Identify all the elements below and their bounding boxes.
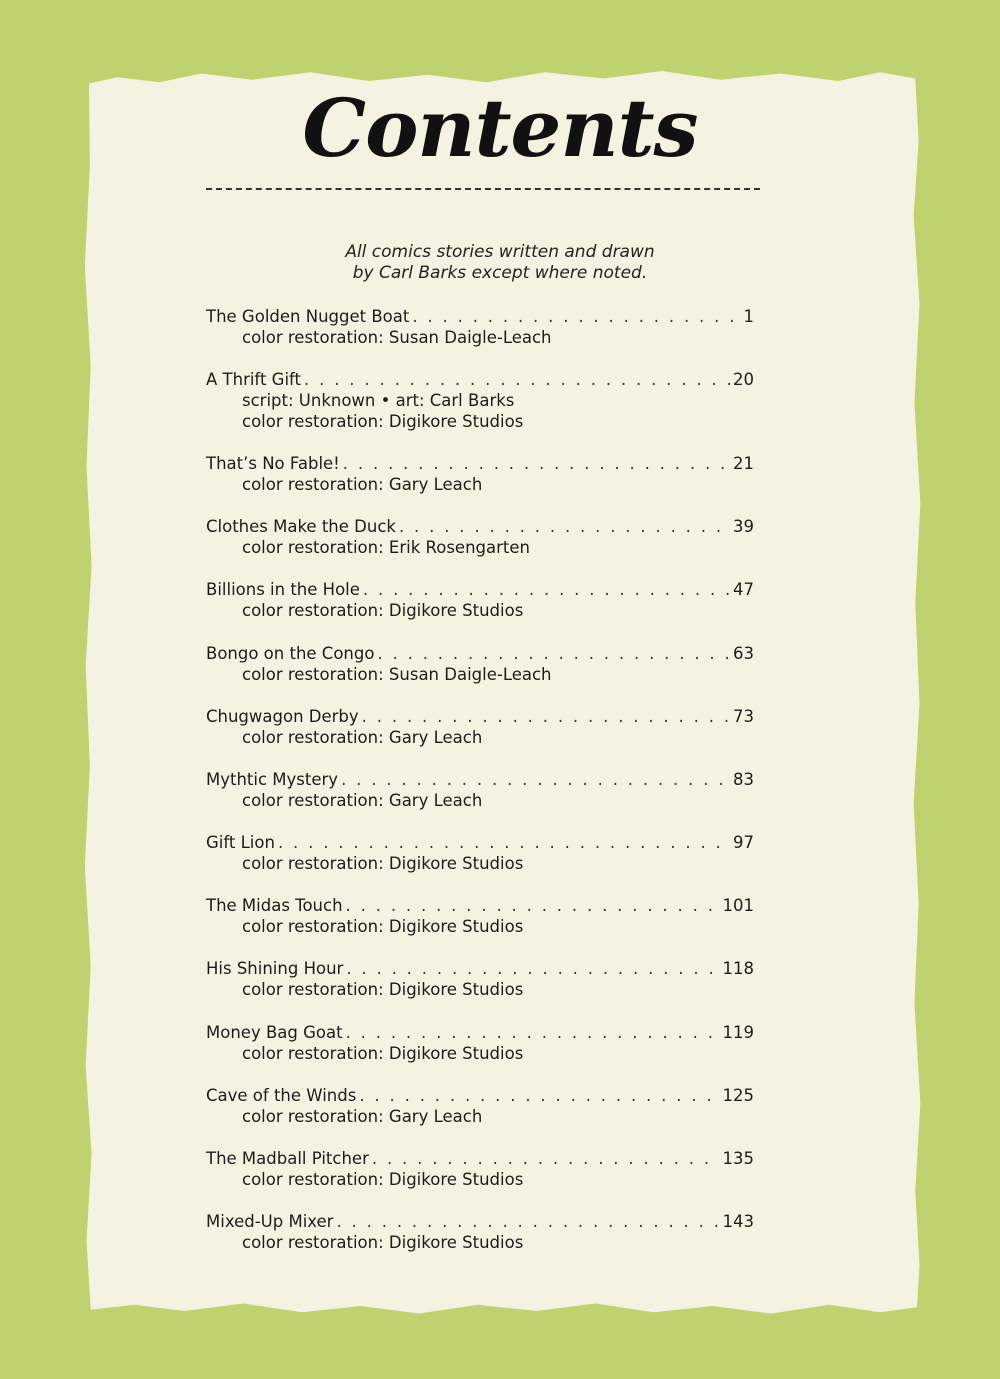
toc-page-number: 135 bbox=[722, 1149, 754, 1168]
toc-entry-title[interactable]: The Madball Pitcher bbox=[206, 1149, 369, 1168]
toc-credit: color restoration: Erik Rosengarten bbox=[242, 538, 530, 557]
toc-entry-title[interactable]: Money Bag Goat bbox=[206, 1023, 343, 1042]
toc-entry[interactable] bbox=[206, 1148, 754, 1190]
toc-entry[interactable] bbox=[206, 1022, 754, 1064]
dot-leader bbox=[377, 643, 730, 664]
intro-line-2: by Carl Barks except where noted. bbox=[352, 263, 648, 283]
toc-page-number: 1 bbox=[743, 307, 754, 326]
toc-entry-title[interactable]: Clothes Make the Duck bbox=[206, 517, 396, 536]
toc-entry-title[interactable]: That’s No Fable! bbox=[206, 454, 340, 473]
toc-credit: color restoration: Digikore Studios bbox=[242, 412, 524, 431]
dot-leader bbox=[359, 1085, 719, 1106]
toc-credit: color restoration: Gary Leach bbox=[242, 1107, 483, 1126]
toc-credit: color restoration: Digikore Studios bbox=[242, 1044, 524, 1063]
toc-entry[interactable] bbox=[206, 958, 754, 1000]
toc-credit: color restoration: Susan Daigle-Leach bbox=[242, 665, 552, 684]
title-divider bbox=[206, 188, 760, 190]
toc-page-number: 39 bbox=[733, 517, 754, 536]
toc-entry-title[interactable]: Billions in the Hole bbox=[206, 580, 360, 599]
toc-entry-title[interactable]: Chugwagon Derby bbox=[206, 707, 359, 726]
toc-entry[interactable] bbox=[206, 769, 754, 811]
toc-credit: color restoration: Digikore Studios bbox=[242, 854, 524, 873]
toc-credit: color restoration: Digikore Studios bbox=[242, 980, 524, 999]
intro-note bbox=[0, 242, 1000, 284]
dot-leader bbox=[341, 769, 730, 790]
toc-entry[interactable] bbox=[206, 832, 754, 874]
toc-credit: color restoration: Digikore Studios bbox=[242, 917, 524, 936]
toc-entry[interactable] bbox=[206, 579, 754, 621]
toc-page-number: 47 bbox=[733, 580, 754, 599]
dot-leader bbox=[336, 1211, 719, 1232]
toc-entry[interactable] bbox=[206, 453, 754, 495]
dot-leader bbox=[346, 1022, 720, 1043]
dot-leader bbox=[412, 306, 740, 327]
toc-page-number: 21 bbox=[733, 454, 754, 473]
toc-entry[interactable] bbox=[206, 895, 754, 937]
toc-page-number: 20 bbox=[733, 370, 754, 389]
toc-entry-title[interactable]: The Golden Nugget Boat bbox=[206, 307, 410, 326]
toc-page-number: 101 bbox=[722, 896, 754, 915]
toc-entry-title[interactable]: Cave of the Winds bbox=[206, 1086, 357, 1105]
toc-page-number: 119 bbox=[722, 1023, 754, 1042]
toc-entry-title[interactable]: The Midas Touch bbox=[206, 896, 343, 915]
dot-leader bbox=[346, 958, 719, 979]
toc-page-number: 73 bbox=[733, 707, 754, 726]
dot-leader bbox=[362, 706, 730, 727]
toc-entry-title[interactable]: His Shining Hour bbox=[206, 959, 344, 978]
toc-entry-title[interactable]: Bongo on the Congo bbox=[206, 644, 375, 663]
dot-leader bbox=[363, 579, 730, 600]
toc-credit: color restoration: Digikore Studios bbox=[242, 1170, 524, 1189]
toc-credit: color restoration: Gary Leach bbox=[242, 728, 483, 747]
toc-page-number: 83 bbox=[733, 770, 754, 789]
toc-entry[interactable] bbox=[206, 706, 754, 748]
toc-credit: color restoration: Digikore Studios bbox=[242, 1233, 524, 1252]
toc-entry-title[interactable]: Gift Lion bbox=[206, 833, 275, 852]
toc-entry[interactable] bbox=[206, 1211, 754, 1253]
toc-entry[interactable] bbox=[206, 306, 754, 348]
toc-entry[interactable] bbox=[206, 369, 754, 432]
dot-leader bbox=[304, 369, 730, 390]
toc-entry-title[interactable]: Mixed-Up Mixer bbox=[206, 1212, 334, 1231]
toc-credit: color restoration: Digikore Studios bbox=[242, 601, 524, 620]
toc-entry-title[interactable]: Mythtic Mystery bbox=[206, 770, 339, 789]
dot-leader bbox=[343, 453, 730, 474]
toc-entry-title[interactable]: A Thrift Gift bbox=[206, 370, 302, 389]
toc-entry[interactable] bbox=[206, 643, 754, 685]
toc-credit: color restoration: Gary Leach bbox=[242, 791, 483, 810]
dot-leader bbox=[399, 516, 730, 537]
dot-leader bbox=[346, 895, 720, 916]
toc-credit: color restoration: Susan Daigle-Leach bbox=[242, 328, 552, 347]
toc-entry[interactable] bbox=[206, 1085, 754, 1127]
toc-credit: color restoration: Gary Leach bbox=[242, 475, 483, 494]
page-title: Contents bbox=[302, 81, 698, 175]
toc-page-number: 143 bbox=[722, 1212, 754, 1231]
dot-leader bbox=[372, 1148, 720, 1169]
toc-page-number: 125 bbox=[722, 1086, 754, 1105]
toc-entry[interactable] bbox=[206, 516, 754, 558]
dot-leader bbox=[278, 832, 730, 853]
toc-page-number: 63 bbox=[733, 644, 754, 663]
intro-line-1: All comics stories written and drawn bbox=[345, 242, 655, 262]
toc-page-number: 118 bbox=[722, 959, 754, 978]
toc-page-number: 97 bbox=[733, 833, 754, 852]
toc-credit: script: Unknown • art: Carl Barks bbox=[242, 391, 515, 410]
